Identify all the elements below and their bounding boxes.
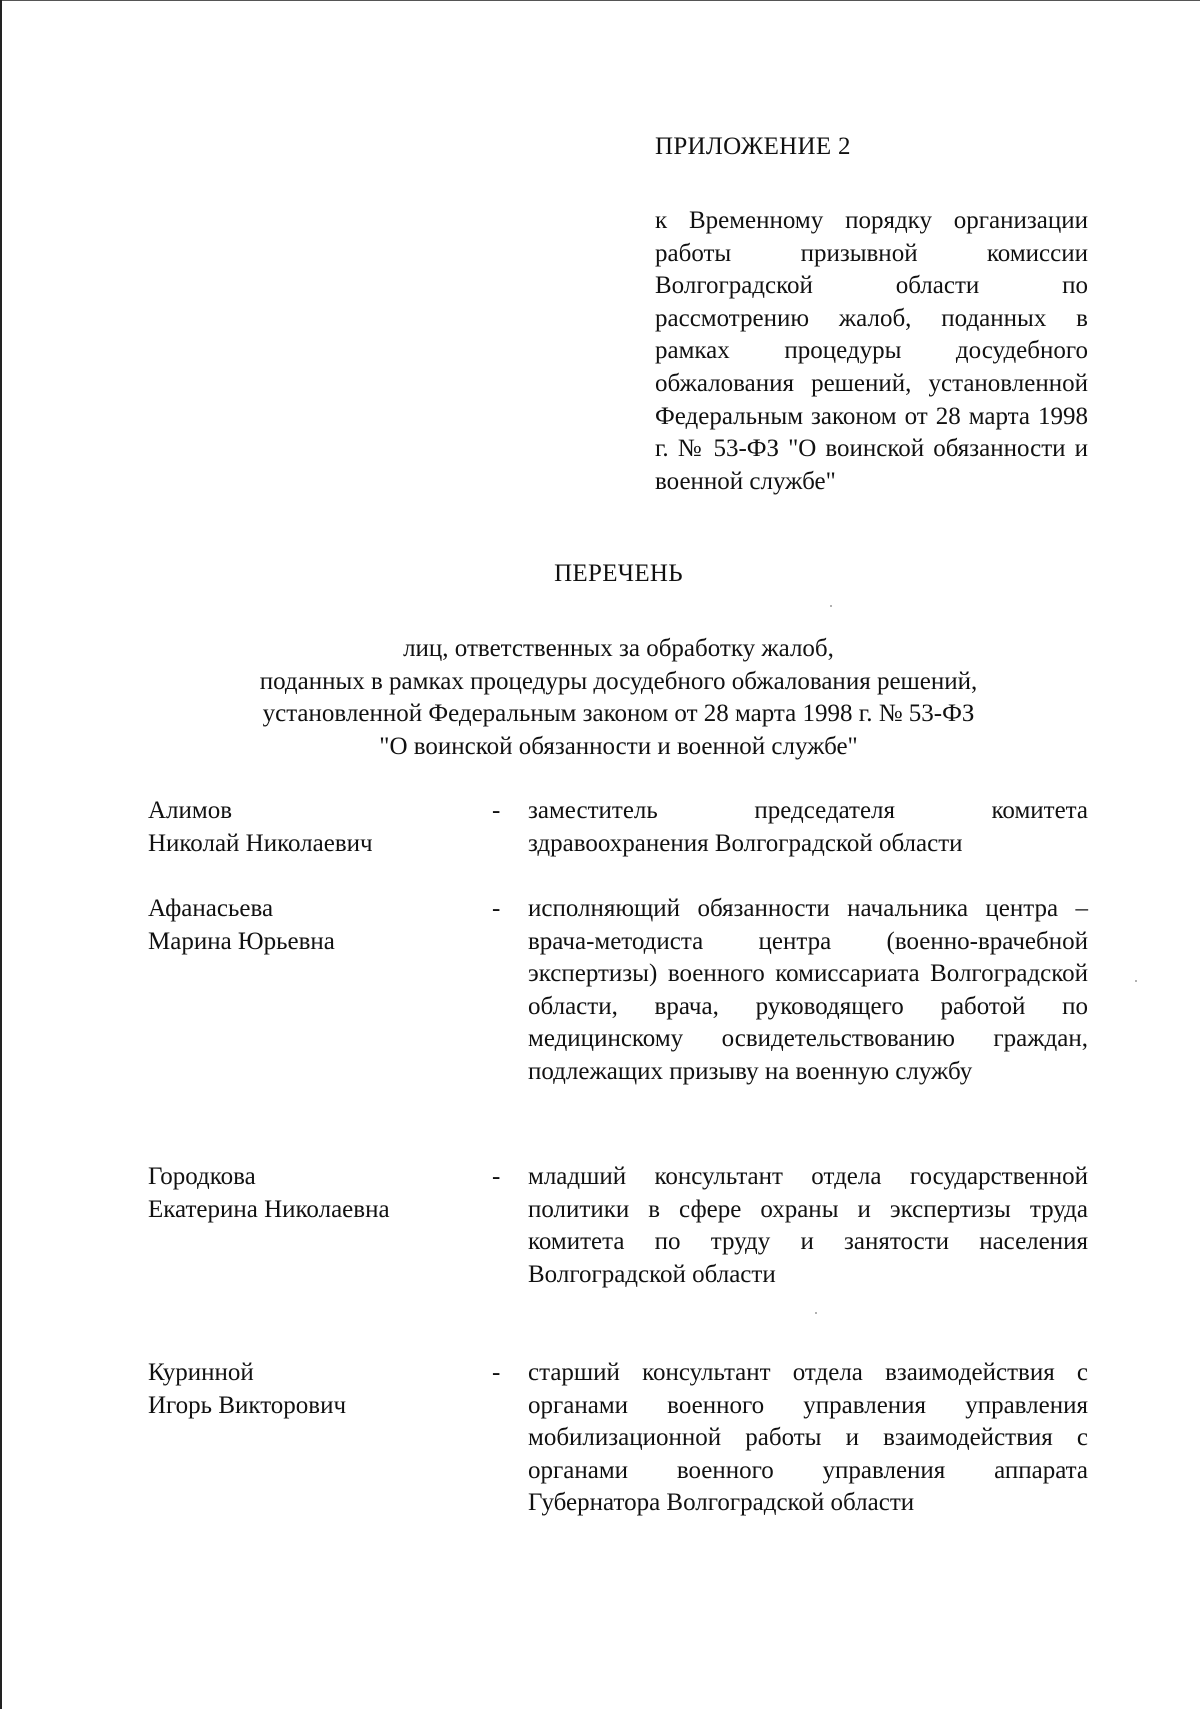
appendix-title: ПРИЛОЖЕНИЕ 2 — [655, 133, 851, 160]
list-subtitle-line: лиц, ответственных за обработку жалоб, — [403, 635, 834, 662]
scan-speck — [830, 605, 832, 607]
person-given-names: Марина Юрьевна — [148, 927, 335, 955]
person-name — [148, 795, 478, 860]
scan-speck — [815, 1312, 817, 1314]
person-dash: - — [492, 1163, 501, 1190]
scan-edge-left — [0, 0, 3, 1709]
list-subtitle-line: установленной Федеральным законом от 28 марта 1998 г. № 53-ФЗ — [262, 700, 975, 728]
list-subtitle-line: поданных в рамках процедуры досудебного обжалования решений, — [259, 667, 978, 695]
appendix-text: к Временному порядку организации работы призывной комиссии Волгоградской области по рассмотрению жалоб, поданных в рамках процедуры досудебного обжалования решений, установленной Федеральным законом от 28 марта 1998 г. № 53-ФЗ "О воинской обязанности и военной службе" — [655, 207, 1088, 495]
person-surname: Алимов — [148, 797, 233, 824]
person-position: исполняющий обязанности начальника центра – врача-методиста центра (военно-врачебной экспертизы) военного комиссариата Волгоградской области, врача, руководящего работой по медицинскому освидетельствованию граждан, подлежащих призыву на военную службу — [528, 895, 1088, 1085]
person-position: заместитель председателя комитета здравоохранения Волгоградской области — [528, 797, 1088, 857]
person-given-names: Екатерина Николаевна — [148, 1195, 390, 1223]
list-subtitle-line: "О воинской обязанности и военной службе" — [379, 732, 858, 760]
person-given-names: Николай Николаевич — [148, 829, 373, 857]
person-given-names: Игорь Викторович — [148, 1391, 347, 1419]
person-dash: - — [492, 1359, 501, 1386]
person-position: младший консультант отдела государственной политики в сфере охраны и экспертизы труда комитета по труду и занятости населения Волгоградской области — [528, 1163, 1088, 1288]
person-surname: Куринной — [148, 1359, 254, 1386]
person-name — [148, 1357, 478, 1422]
scan-speck — [1135, 980, 1137, 982]
person-dash: - — [492, 797, 501, 824]
list-subtitle — [0, 633, 1200, 763]
person-dash: - — [492, 895, 501, 922]
list-title: ПЕРЕЧЕНЬ — [554, 560, 683, 587]
person-name — [148, 893, 478, 958]
scan-edge-top — [0, 0, 1200, 3]
person-surname: Городкова — [148, 1163, 256, 1190]
person-name — [148, 1161, 478, 1226]
person-position: старший консультант отдела взаимодействия с органами военного управления управления мобилизационной работы и взаимодействия с органами военного управления аппарата Губернатора Волгоградской области — [528, 1359, 1088, 1517]
person-surname: Афанасьева — [148, 895, 274, 922]
